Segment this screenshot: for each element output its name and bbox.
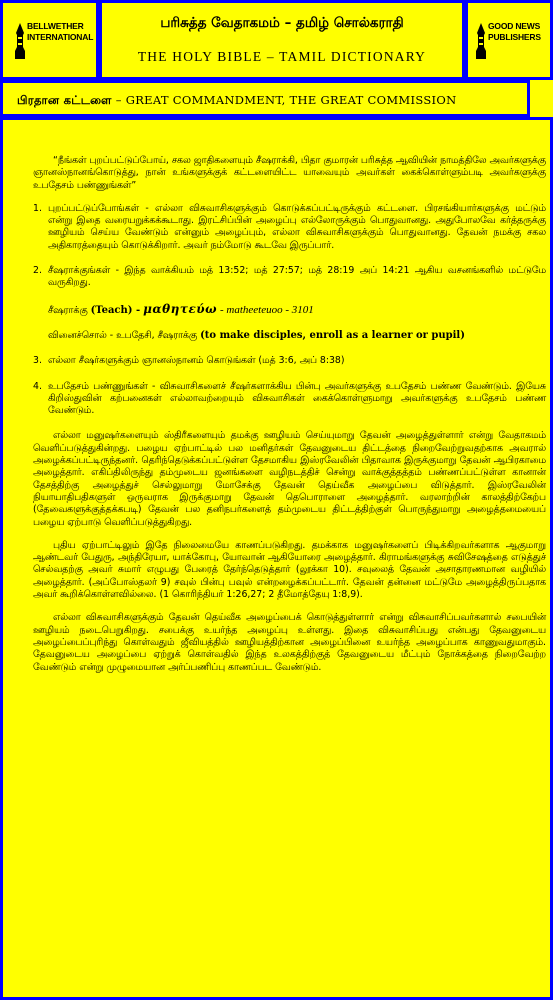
subject-tamil: பிரதான கட்டளை [17, 93, 112, 107]
title-tamil: பரிசுத்த வேதாகமம் – தமிழ் சொல்கராதி [160, 15, 404, 31]
bellwether-logo-icon [13, 21, 27, 61]
definition-tamil: வினைச்சொல் - உபதேசி, சீஷராக்கு [48, 329, 198, 341]
list-item-text: எல்லா சீஷர்களுக்கும் ஞானஸ்நானம் கொடுங்கள் (மத் 3:6, அப் 8:38) [48, 355, 345, 367]
title-english: THE HOLY BIBLE – TAMIL DICTIONARY [137, 49, 427, 64]
list-item [33, 355, 546, 367]
header-title-panel [99, 0, 465, 80]
word-definition [48, 330, 546, 342]
greek-transliteration: - matheeteuoo - 3101 [220, 303, 314, 316]
list-item-text: சீஷராக்குங்கள் - இந்த வாக்கியம் மத் 13:52; மத் 27:57; மத் 28:19 அப் 14:21 ஆகிய வசனங்களில் மட்டுமே வருகிறது. [48, 265, 546, 289]
greek-entry-english: (Teach) - [90, 304, 141, 316]
greek-word-entry [48, 303, 546, 317]
bellwether-logo-text: BELLWETHER INTERNATIONAL [27, 21, 94, 42]
header-left-logo-panel [0, 0, 99, 80]
content-panel [0, 117, 553, 1000]
greek-word: μαθητεύω [143, 301, 218, 316]
list-item-text: உபதேசம் பண்ணுங்கள் - விசுவாசிகளைச் சீஷர்களாக்கிய பின்பு அவர்களுக்கு உபதேசம் பண்ண வேண்டும். இயேசு கிறிஸ்துவின் கற்பனைகள் எல்லாவற்றையும் விசுவாசிகள் கைக்கொள்ளுமாறு அவர்களுக்கு உபதேசம் பண்ண வேண்டும். [48, 380, 546, 417]
header-right-logo-panel [465, 0, 553, 80]
article-body [33, 155, 546, 685]
good-news-logo-icon [474, 21, 488, 61]
definition-english: (to make disciples, enroll as a learner or pupil) [200, 329, 465, 341]
bellwether-logo [13, 17, 94, 67]
subject-english: GREAT COMMANDMENT, THE GREAT COMMISSION [125, 93, 457, 107]
paragraph-church-calling: எல்லா விசுவாசிகளுக்கும் தேவன் தெய்வீக அழைப்பைக் கொடுத்துள்ளார் என்று விசுவாசிப்பவர்களால் சபையின் ஊழியம் நடைபெறுகிறது. சபைக்கு உயர்ந்த அழைப்பு உள்ளது. இதை விசுவாசிப்பது என்பது தேவனுடைய அழைப்பைப்புரிந்து கொள்வதும் ஜீவியத்தில் ஊழியத்திற்கான அழைப்பினை உயர்ந்த அழைப்பாக காணுவதுமாகும். தேவனுடைய அழைப்பை ஏற்றுக் கொள்வதில் இந்த உலகத்திற்குத் தேவனுடைய மீட்பும் நோக்கத்தை நிறைவேற்ற வேண்டும் என்று முழுமையான அர்ப்பணிப்பு காணப்பட வேண்டும். [33, 612, 546, 673]
list-number: 3. [33, 355, 42, 367]
good-news-logo [474, 17, 549, 67]
commission-list-continued [33, 355, 546, 417]
commission-list [33, 203, 546, 290]
list-item [33, 203, 546, 252]
subject-heading: பிரதான கட்டளை – GREAT COMMANDMENT, THE GREAT COMMISSION [17, 93, 457, 107]
list-item-text: புறப்பட்டுப்போங்கள் - எல்லா விசுவாசிகளுக்கும் கொடுக்கப்பட்டிருக்கும் கட்டளை. பிரசங்கியார்களுக்கு மட்டும் என்று இதை வரையறுக்கக்கூடாது. இரட்சிப்பின் அழைப்பு எல்லோருக்கும் பொதுவானது. அதுபோலவே கர்த்தருக்கு ஊழியம் செய்ய வேண்டும் என்னும் அழைப்பும், எல்லா விசுவாசிகளுக்கும் பொதுவானது. தேவன் நமக்கு சகல அதிகாரத்தையும் கொடுக்கிறார். அவர் நம்மோடு கூடவே இருப்பார். [48, 202, 546, 251]
paragraph-old-testament: எல்லா மனுஷர்களையும் ஸ்திரீகளையும் தமக்கு ஊழியம் செய்யுமாறு தேவன் அழைத்துள்ளார் என்று வேதாகமம் வெளிப்படுத்துகின்றது. பழைய ஏற்பாட்டில் பல மனிதர்கள் தேவனுடைய திட்டத்தை நிறைவேற்றுவதற்காக அவரால் அழைக்கப்பட்டிருந்தனர். தெரிந்தெடுக்கப்பட்டுள்ள தேசமாகிய இஸ்ரவேலின் பிதாவாக இருக்குமாறு தேவன் ஆபிரகாமை அழைத்தார். எகிப்திலிருந்து தம்முடைய ஜனங்களை வழிநடத்திச் சென்று வாக்குத்தத்தம் பண்ணப்பட்டுள்ள கானான் தேசத்திற்கு அழைத்துச் செல்லுமாறு மோசேக்கு தேவன் தெய்வீக அழைப்பை விடுத்தார். இஸ்ரவேலின் நியாயாதிபதிகளுள் ஒருவராக இருக்குமாறு தேவன் தெபொராளை அழைத்தார். வரலாற்றின் காலத்திற்கேற்ப (தேவைகளுக்குத்தக்கபடி) தேவன் பல தனிநபர்களைத் தம்முடைய திட்டத்திற்குள் பொருந்துமாறு அழைத்தமையைப் பழைய ஏற்பாடு வெளிப்படுத்துகிறது. [33, 430, 546, 528]
list-number: 2. [33, 265, 42, 277]
list-number: 4. [33, 380, 42, 392]
list-item [33, 381, 546, 418]
list-number: 1. [33, 202, 42, 214]
list-item [33, 265, 546, 290]
greek-entry-tamil: சீஷராக்கு [48, 304, 88, 316]
good-news-logo-text: GOOD NEWS PUBLISHERS [488, 21, 541, 42]
subject-bar [0, 80, 530, 117]
scripture-quote: “நீங்கள் புறப்பட்டுப்போய், சகல ஜாதிகளையும் சீஷராக்கி, பிதா குமாரன் பரிசுத்த ஆவியின் நாமத்திலே அவர்களுக்கு ஞானஸ்நானங்கொடுத்து, நான் உங்களுக்குக் கட்டளையிட்ட யாவையும் அவர்கள் கைக்கொள்ளும்படி அவர்களுக்கு உபதேசம் பண்ணுங்கள்” [33, 155, 546, 191]
paragraph-new-testament: புதிய ஏற்பாட்டிலும் இதே நிலைமையே காணப்படுகிறது. தமக்காக மனுஷர்களைப் பிடிக்கிறவர்களாக ஆகுமாறு ஆண்டவர் பேதுரு, அந்திரேயா, யாக்கோபு, யோவான் ஆகியோரை அழைத்தார். கிராமங்களுக்கு சுவிசேஷத்தை எடுத்துச் செல்வதற்கு அவர் சுமார் எழுபது பேரைத் தேர்ந்தெடுத்தார் (லூக்கா 10). சவுலைத் தேவன் அசாதாரணமான வழியில் அழைத்தார். (அப்போஸ்தலர் 9) சவுல் பின்பு பவுல் என்றழைக்கப்பட்டார். தேவன் தன்னை மட்டுமே அழைத்திருப்பதாக அவர் கூறிக்கொள்ளவில்லை. (1 கொரிந்தியர் 1:26,27; 2 தீமோத்தேயு 1:8,9). [33, 539, 546, 601]
